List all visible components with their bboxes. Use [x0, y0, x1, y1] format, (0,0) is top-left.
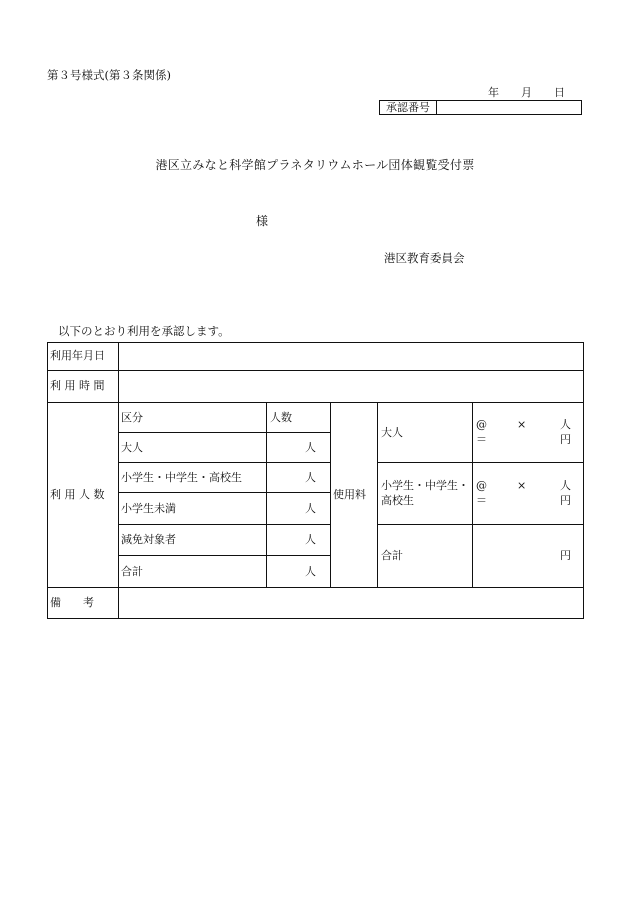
category-preschool: 小学生未満: [121, 502, 176, 515]
unit-price-mark: @: [476, 479, 487, 492]
usage-date-label: 利用年月日: [50, 349, 105, 362]
count-unit: 人: [305, 565, 316, 578]
remarks-label: 備 考: [50, 596, 94, 609]
fee-adult-label: 大人: [381, 426, 403, 439]
fee-total-yen-unit: 円: [560, 549, 571, 562]
count-unit: 人: [305, 533, 316, 546]
category-header: 区分: [121, 411, 143, 424]
form-number: 第３号様式(第３条関係): [47, 68, 171, 82]
count-header: 人数: [270, 411, 292, 424]
person-unit: 人: [560, 479, 571, 492]
issuer-name: 港区教育委員会: [384, 251, 465, 265]
usage-time-label: 利 用 時 間: [50, 379, 105, 392]
person-unit: 人: [560, 418, 571, 431]
category-student: 小学生・中学生・高校生: [121, 471, 242, 484]
usage-time-field[interactable]: [122, 372, 580, 400]
approval-statement: 以下のとおり利用を承認します。: [58, 324, 230, 338]
date-day-label: 日: [554, 86, 565, 99]
category-adult: 大人: [121, 441, 143, 454]
fee-student-label-line2: 高校生: [381, 494, 414, 507]
people-count-label: 利 用 人 数: [50, 488, 105, 501]
count-unit: 人: [305, 441, 316, 454]
yen-unit: 円: [560, 433, 571, 446]
usage-date-field[interactable]: [122, 344, 580, 368]
recipient-honorific: 様: [256, 214, 269, 228]
remarks-field[interactable]: [122, 590, 580, 616]
multiply-mark: ×: [517, 418, 527, 431]
multiply-mark: ×: [517, 479, 527, 492]
equals-mark: ＝: [476, 494, 487, 507]
date-year-label: 年: [488, 86, 499, 99]
equals-mark: ＝: [476, 433, 487, 446]
yen-unit: 円: [560, 494, 571, 507]
fee-total-label: 合計: [381, 549, 403, 562]
category-exempt: 減免対象者: [121, 533, 176, 546]
unit-price-mark: @: [476, 418, 487, 431]
date-month-label: 月: [521, 86, 532, 99]
count-unit: 人: [305, 502, 316, 515]
approval-number-label: 承認番号: [380, 101, 437, 114]
fee-student-label-line1: 小学生・中学生・: [381, 479, 469, 492]
count-unit: 人: [305, 471, 316, 484]
category-total: 合計: [121, 565, 143, 578]
document-title: 港区立みなと科学館プラネタリウムホール団体観覧受付票: [155, 158, 475, 172]
fee-label: 使用料: [333, 488, 366, 501]
